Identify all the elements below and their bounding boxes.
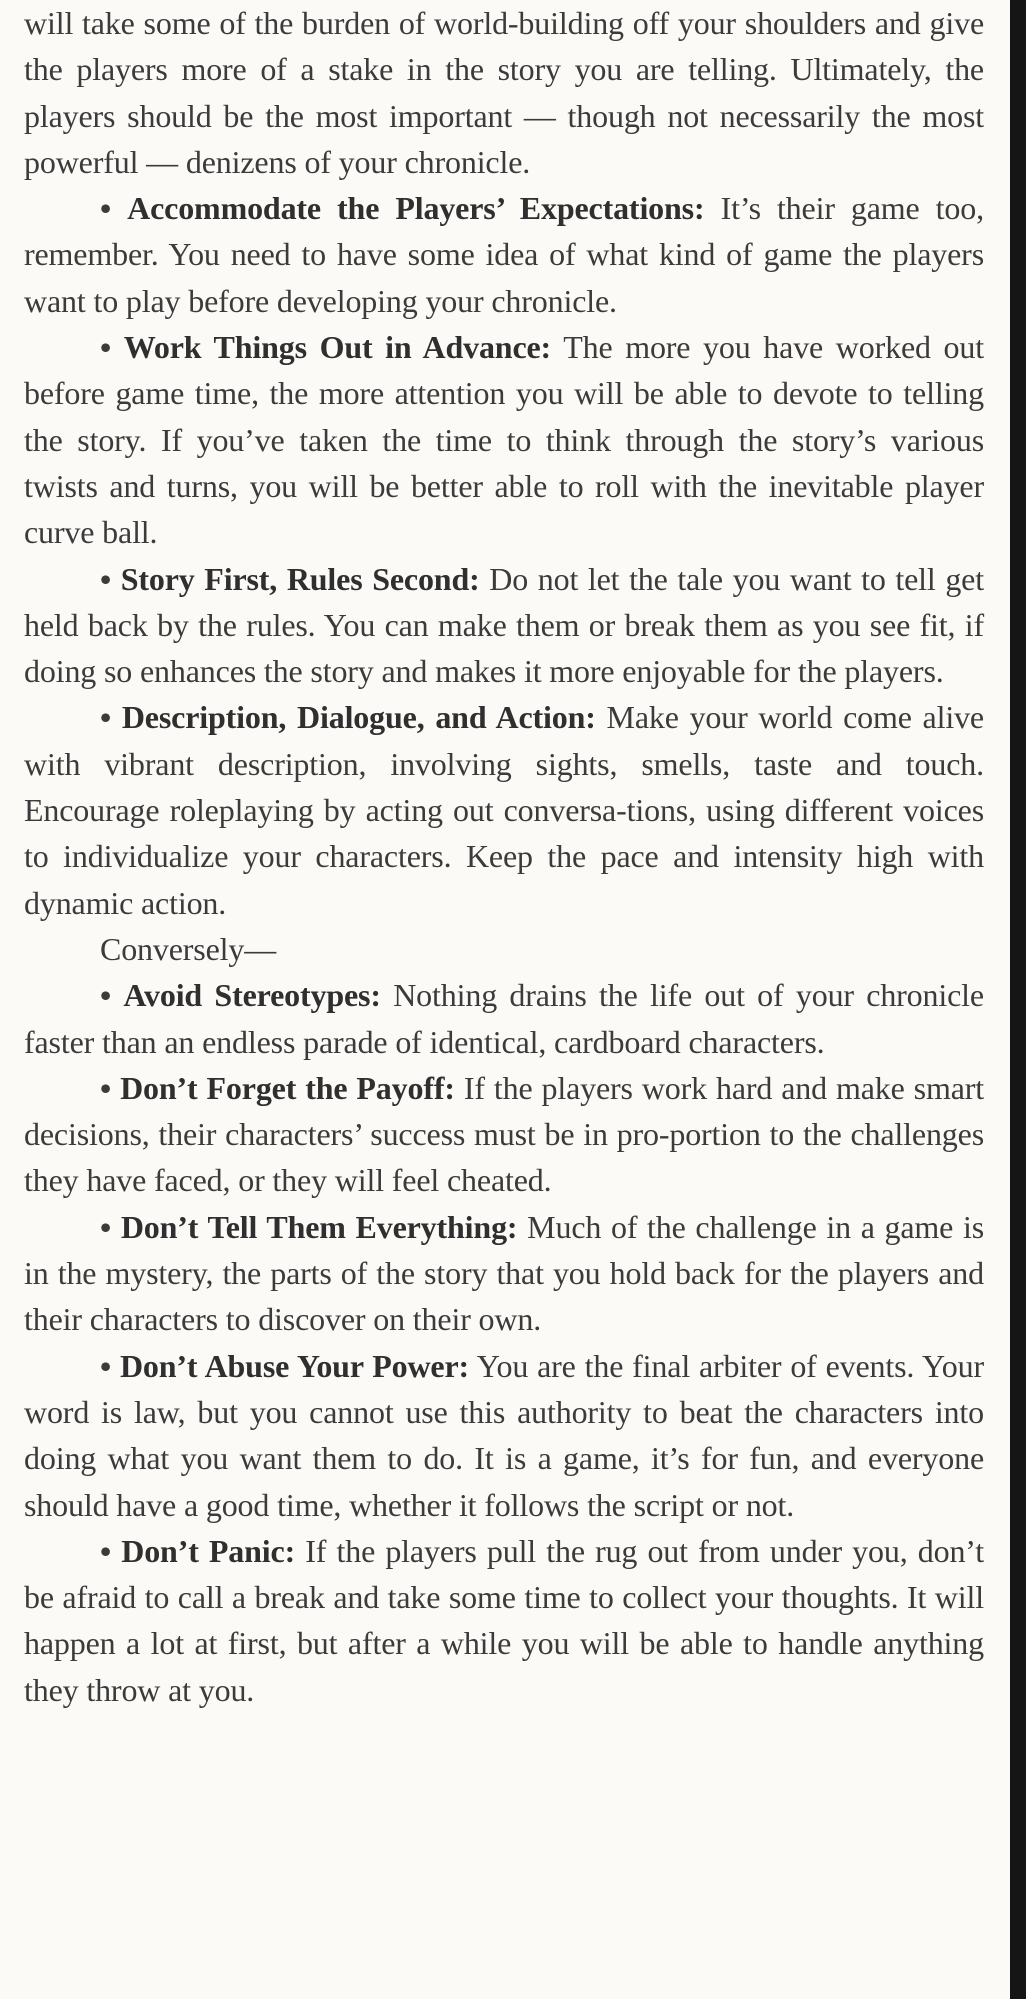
bullet-heading: Don’t Forget the Payoff: (120, 1069, 455, 1106)
text-column (24, 0, 984, 1713)
bullet-heading: Don’t Tell Them Everything: (120, 1208, 518, 1245)
bullet-text: The more you have worked out before game time, the more attention you will be able to devote to telling the story. If you’ve taken the time to think through the story’s various twists and turns, you will be better able to roll with the inevitable player curve ball. (24, 329, 984, 551)
bullet-dont-tell-everything (24, 1204, 984, 1343)
bullet-heading: Description, Dialogue, and Action: (121, 699, 596, 736)
bullet-description-dialogue-action (24, 694, 984, 925)
bullet-text: If the players work hard and make smart decisions, their characters’ success must be in pro-portion to the challenges they have faced, or they will feel cheated. (24, 1069, 985, 1199)
bullet-icon: • (100, 1532, 112, 1569)
bullet-heading: Work Things Out in Advance: (123, 329, 552, 366)
bullet-heading: Story First, Rules Second: (120, 560, 480, 597)
bullet-story-first (24, 556, 984, 695)
bullet-heading: Accommodate the Players’ Expectations: (127, 190, 705, 227)
bullet-avoid-stereotypes (24, 972, 984, 1065)
bullet-icon: • (100, 190, 112, 227)
bullet-work-things-out (24, 324, 984, 555)
bullet-icon: • (100, 1208, 112, 1245)
bullet-icon: • (100, 560, 112, 597)
bullet-text: Nothing drains the life out of your chronicle faster than an endless parade of identical, cardboard characters. (24, 977, 984, 1060)
bullet-text: Much of the challenge in a game is in the mystery, the parts of the story that you hold back for the players and their characters to discover on their own. (24, 1208, 985, 1338)
bullet-icon: • (100, 977, 112, 1014)
bullet-icon: • (100, 1347, 112, 1384)
bullet-heading: Avoid Stereotypes: (123, 977, 381, 1014)
bullet-text: You are the final arbiter of events. Your word is law, but you cannot use this authority to beat the characters into doing what you want them to do. It is a game, it’s for fun, and everyone should have a good time, whether it follows the script or not. (24, 1347, 984, 1523)
bullet-text: Do not let the tale you want to tell get held back by the rules. You can make them or break them as you see fit, if doing so enhances the story and makes it more enjoyable for the players. (24, 560, 984, 690)
bullet-icon: • (100, 329, 112, 366)
paragraph-text: will take some of the burden of world-building off your shoulders and give the players more of a stake in the story you are telling. Ultimately, the players should be the most important — though not necessarily the most powerful — denizens of your chronicle. (24, 5, 984, 180)
bullet-dont-forget-payoff (24, 1065, 984, 1204)
bullet-dont-panic (24, 1528, 984, 1713)
bullet-accommodate-expectations (24, 185, 984, 324)
paragraph-conversely (24, 926, 984, 972)
paragraph-text: Conversely— (100, 930, 277, 967)
bullet-dont-abuse-power (24, 1343, 984, 1528)
paragraph-intro-continuation (24, 0, 984, 185)
bullet-text: If the players pull the rug out from under you, don’t be afraid to call a break and take some time to collect your thoughts. It will happen a lot at first, but after a while you will be able to handle anything they throw at you. (24, 1532, 984, 1708)
bullet-heading: Don’t Panic: (121, 1532, 296, 1569)
page-spine-edge (1010, 0, 1026, 1999)
bullet-icon: • (100, 699, 112, 736)
bullet-heading: Don’t Abuse Your Power: (119, 1347, 470, 1384)
bullet-text: Make your world come alive with vibrant description, involving sights, smells, taste and touch. Encourage roleplaying by acting out conversa-tions, using different voices to individualize your characters. Keep the pace and intensity high with dynamic action. (24, 699, 984, 921)
bullet-icon: • (100, 1069, 112, 1106)
bullet-text: It’s their game too, remember. You need to have some idea of what kind of game the players want to play before developing your chronicle. (24, 190, 984, 319)
